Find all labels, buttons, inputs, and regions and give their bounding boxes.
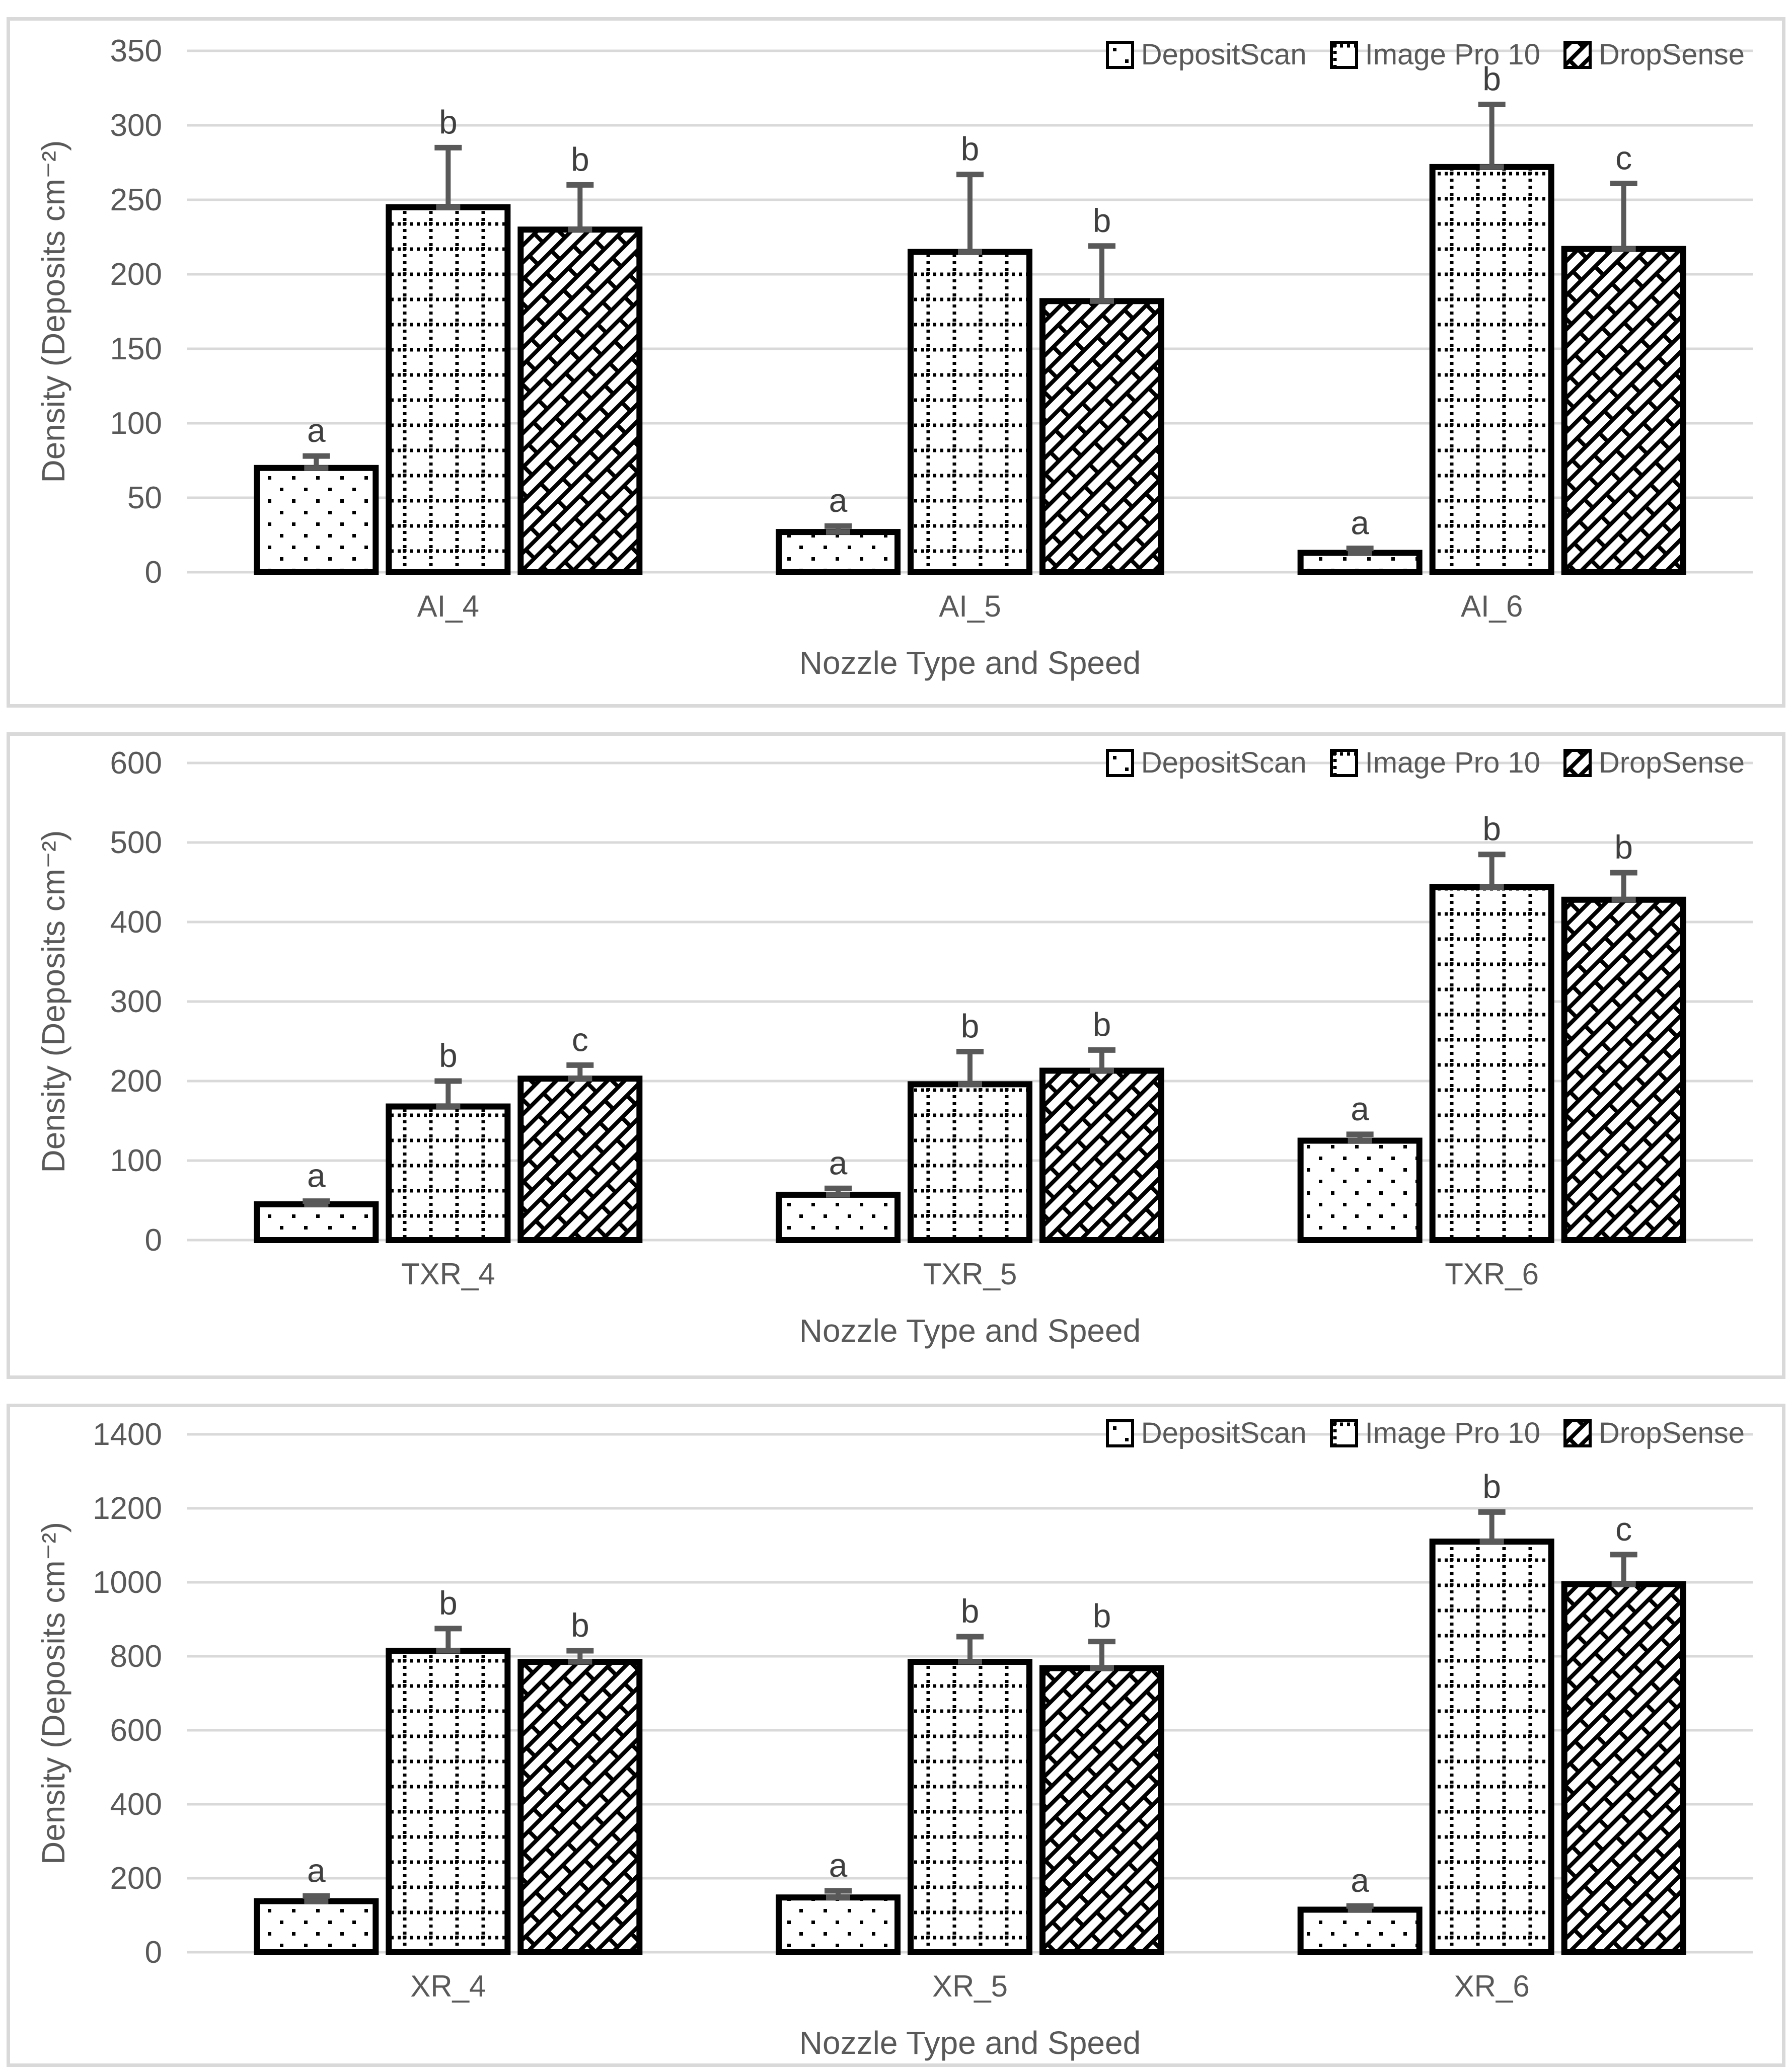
y-tick-label: 1400 xyxy=(93,1417,162,1452)
category-label: TXR_4 xyxy=(401,1257,495,1291)
significance-letter: b xyxy=(960,1007,980,1045)
significance-letter: c xyxy=(1615,139,1632,177)
dotted-grid-swatch-icon xyxy=(1330,41,1358,69)
category-label: AI_6 xyxy=(1460,589,1523,623)
significance-letter: b xyxy=(1482,810,1502,848)
legend-label: Image Pro 10 xyxy=(1365,1417,1540,1449)
y-axis-tick-labels xyxy=(93,1417,162,1970)
significance-letter: b xyxy=(570,140,589,178)
significance-letter: b xyxy=(1092,201,1111,239)
significance-letter: b xyxy=(960,130,980,168)
bar-image-pro-10-ai_5 xyxy=(911,252,1029,572)
significance-letter: b xyxy=(1614,828,1633,866)
chart-panel-xr xyxy=(7,1404,1785,2067)
chart-svg xyxy=(10,1407,1784,2070)
y-axis-tick-labels xyxy=(110,746,162,1258)
bar-depositscan-xr_4 xyxy=(257,1901,376,1952)
significance-letter: a xyxy=(1351,1090,1370,1127)
chart-svg xyxy=(10,736,1784,1383)
legend-item-image-pro-10 xyxy=(1330,746,1540,780)
legend-item-dropsense xyxy=(1563,38,1745,71)
bar-dropsense-xr_6 xyxy=(1564,1584,1683,1952)
bar-image-pro-10-ai_6 xyxy=(1433,167,1551,572)
bar-dropsense-txr_5 xyxy=(1042,1070,1161,1240)
significance-letter: b xyxy=(438,1037,458,1074)
dotted-grid-swatch-icon xyxy=(1330,1419,1358,1447)
bar-image-pro-10-txr_5 xyxy=(911,1084,1029,1240)
category-label: AI_5 xyxy=(939,589,1001,623)
significance-letter: b xyxy=(570,1606,589,1644)
bar-dropsense-txr_4 xyxy=(520,1079,639,1240)
chart-panel-ai xyxy=(7,17,1785,708)
significance-letter: b xyxy=(1092,1006,1111,1043)
x-axis-title: Nozzle Type and Speed xyxy=(799,1313,1141,1349)
category-labels xyxy=(417,589,1523,623)
significance-letter: b xyxy=(1092,1597,1111,1635)
significance-letter: b xyxy=(960,1592,980,1630)
bar-dropsense-ai_6 xyxy=(1564,249,1683,572)
bar-image-pro-10-xr_6 xyxy=(1433,1542,1551,1952)
y-tick-label: 800 xyxy=(110,1639,162,1674)
y-tick-label: 400 xyxy=(110,905,162,940)
diagonal-brick-swatch-icon xyxy=(1563,749,1592,777)
bar-depositscan-ai_5 xyxy=(779,532,898,572)
category-label: TXR_6 xyxy=(1445,1257,1539,1291)
dots-swatch-icon xyxy=(1106,749,1134,777)
legend-item-depositscan xyxy=(1106,38,1307,71)
y-axis-title: Density (Deposits cm⁻²) xyxy=(35,830,71,1173)
bar-dropsense-xr_5 xyxy=(1042,1668,1161,1952)
legend xyxy=(1106,746,1745,780)
y-tick-label: 300 xyxy=(110,108,162,143)
significance-letter: a xyxy=(829,482,848,519)
category-label: XR_5 xyxy=(932,1969,1008,2003)
bar-image-pro-10-ai_4 xyxy=(389,207,507,572)
y-tick-label: 1200 xyxy=(93,1491,162,1526)
bar-dropsense-ai_4 xyxy=(520,229,639,572)
y-tick-label: 500 xyxy=(110,825,162,860)
legend xyxy=(1106,38,1745,71)
category-label: TXR_5 xyxy=(923,1257,1017,1291)
y-tick-label: 1000 xyxy=(93,1565,162,1600)
significance-letter: a xyxy=(307,1157,326,1194)
significance-letter: b xyxy=(1482,60,1502,98)
legend-label: DepositScan xyxy=(1141,38,1307,71)
bar-image-pro-10-xr_5 xyxy=(911,1662,1029,1952)
legend-label: Image Pro 10 xyxy=(1365,746,1540,779)
significance-letter: c xyxy=(1615,1510,1632,1548)
y-tick-label: 200 xyxy=(110,1064,162,1099)
y-tick-label: 400 xyxy=(110,1787,162,1822)
bar-dropsense-xr_4 xyxy=(520,1662,639,1952)
bar-depositscan-xr_5 xyxy=(779,1897,898,1952)
significance-letter: b xyxy=(438,103,458,141)
dots-swatch-icon xyxy=(1106,1419,1134,1447)
legend-label: Image Pro 10 xyxy=(1365,38,1540,71)
legend xyxy=(1106,1416,1745,1450)
category-label: AI_4 xyxy=(417,589,480,623)
y-tick-label: 600 xyxy=(110,1713,162,1748)
legend-item-depositscan xyxy=(1106,1416,1307,1450)
y-axis-tick-labels xyxy=(110,34,162,590)
bar-image-pro-10-xr_4 xyxy=(389,1651,507,1952)
bar-depositscan-ai_6 xyxy=(1301,553,1420,572)
y-tick-label: 0 xyxy=(144,555,162,590)
bar-dropsense-txr_6 xyxy=(1564,900,1683,1240)
legend-item-image-pro-10 xyxy=(1330,38,1540,71)
bar-image-pro-10-txr_6 xyxy=(1433,887,1551,1240)
y-tick-label: 0 xyxy=(144,1223,162,1258)
y-tick-label: 0 xyxy=(144,1935,162,1970)
legend-label: DropSense xyxy=(1598,1417,1745,1449)
category-label: XR_6 xyxy=(1454,1969,1530,2003)
legend-item-dropsense xyxy=(1563,1416,1745,1450)
legend-item-dropsense xyxy=(1563,746,1745,780)
y-tick-label: 350 xyxy=(110,34,162,68)
significance-letter: a xyxy=(1351,1862,1370,1899)
category-labels xyxy=(410,1969,1529,2003)
diagonal-brick-swatch-icon xyxy=(1563,41,1592,69)
y-tick-label: 300 xyxy=(110,984,162,1019)
chart-panel-txr xyxy=(7,732,1785,1379)
significance-letter: c xyxy=(571,1021,588,1058)
diagonal-brick-swatch-icon xyxy=(1563,1419,1592,1447)
legend-label: DropSense xyxy=(1598,38,1745,71)
legend-label: DepositScan xyxy=(1141,746,1307,779)
significance-letter: b xyxy=(438,1584,458,1622)
bar-image-pro-10-txr_4 xyxy=(389,1107,507,1240)
category-labels xyxy=(401,1257,1539,1291)
y-tick-label: 600 xyxy=(110,746,162,781)
y-axis-title: Density (Deposits cm⁻²) xyxy=(35,1522,71,1865)
category-label: XR_4 xyxy=(410,1969,486,2003)
y-tick-label: 250 xyxy=(110,183,162,217)
dotted-grid-swatch-icon xyxy=(1330,749,1358,777)
significance-letter: a xyxy=(307,1852,326,1889)
legend-label: DropSense xyxy=(1598,746,1745,779)
chart-svg xyxy=(10,21,1784,711)
bar-depositscan-txr_4 xyxy=(257,1204,376,1240)
significance-letter: a xyxy=(1351,504,1370,542)
y-tick-label: 150 xyxy=(110,332,162,366)
x-axis-title: Nozzle Type and Speed xyxy=(799,2025,1141,2061)
legend-item-depositscan xyxy=(1106,746,1307,780)
significance-letter: b xyxy=(1482,1468,1502,1505)
significance-letter: a xyxy=(307,412,326,449)
bar-depositscan-txr_5 xyxy=(779,1195,898,1240)
dots-swatch-icon xyxy=(1106,41,1134,69)
significance-letter: a xyxy=(829,1846,848,1884)
bar-depositscan-txr_6 xyxy=(1301,1141,1420,1241)
legend-item-image-pro-10 xyxy=(1330,1416,1540,1450)
y-tick-label: 100 xyxy=(110,406,162,441)
bar-dropsense-ai_5 xyxy=(1042,301,1161,572)
bar-depositscan-ai_4 xyxy=(257,468,376,572)
y-tick-label: 200 xyxy=(110,1861,162,1896)
legend-label: DepositScan xyxy=(1141,1417,1307,1449)
significance-letter: a xyxy=(829,1144,848,1182)
y-tick-label: 100 xyxy=(110,1143,162,1178)
y-tick-label: 50 xyxy=(127,481,162,515)
x-axis-title: Nozzle Type and Speed xyxy=(799,645,1141,681)
y-tick-label: 200 xyxy=(110,257,162,292)
y-axis-title: Density (Deposits cm⁻²) xyxy=(35,140,71,483)
bar-depositscan-xr_6 xyxy=(1301,1909,1420,1952)
